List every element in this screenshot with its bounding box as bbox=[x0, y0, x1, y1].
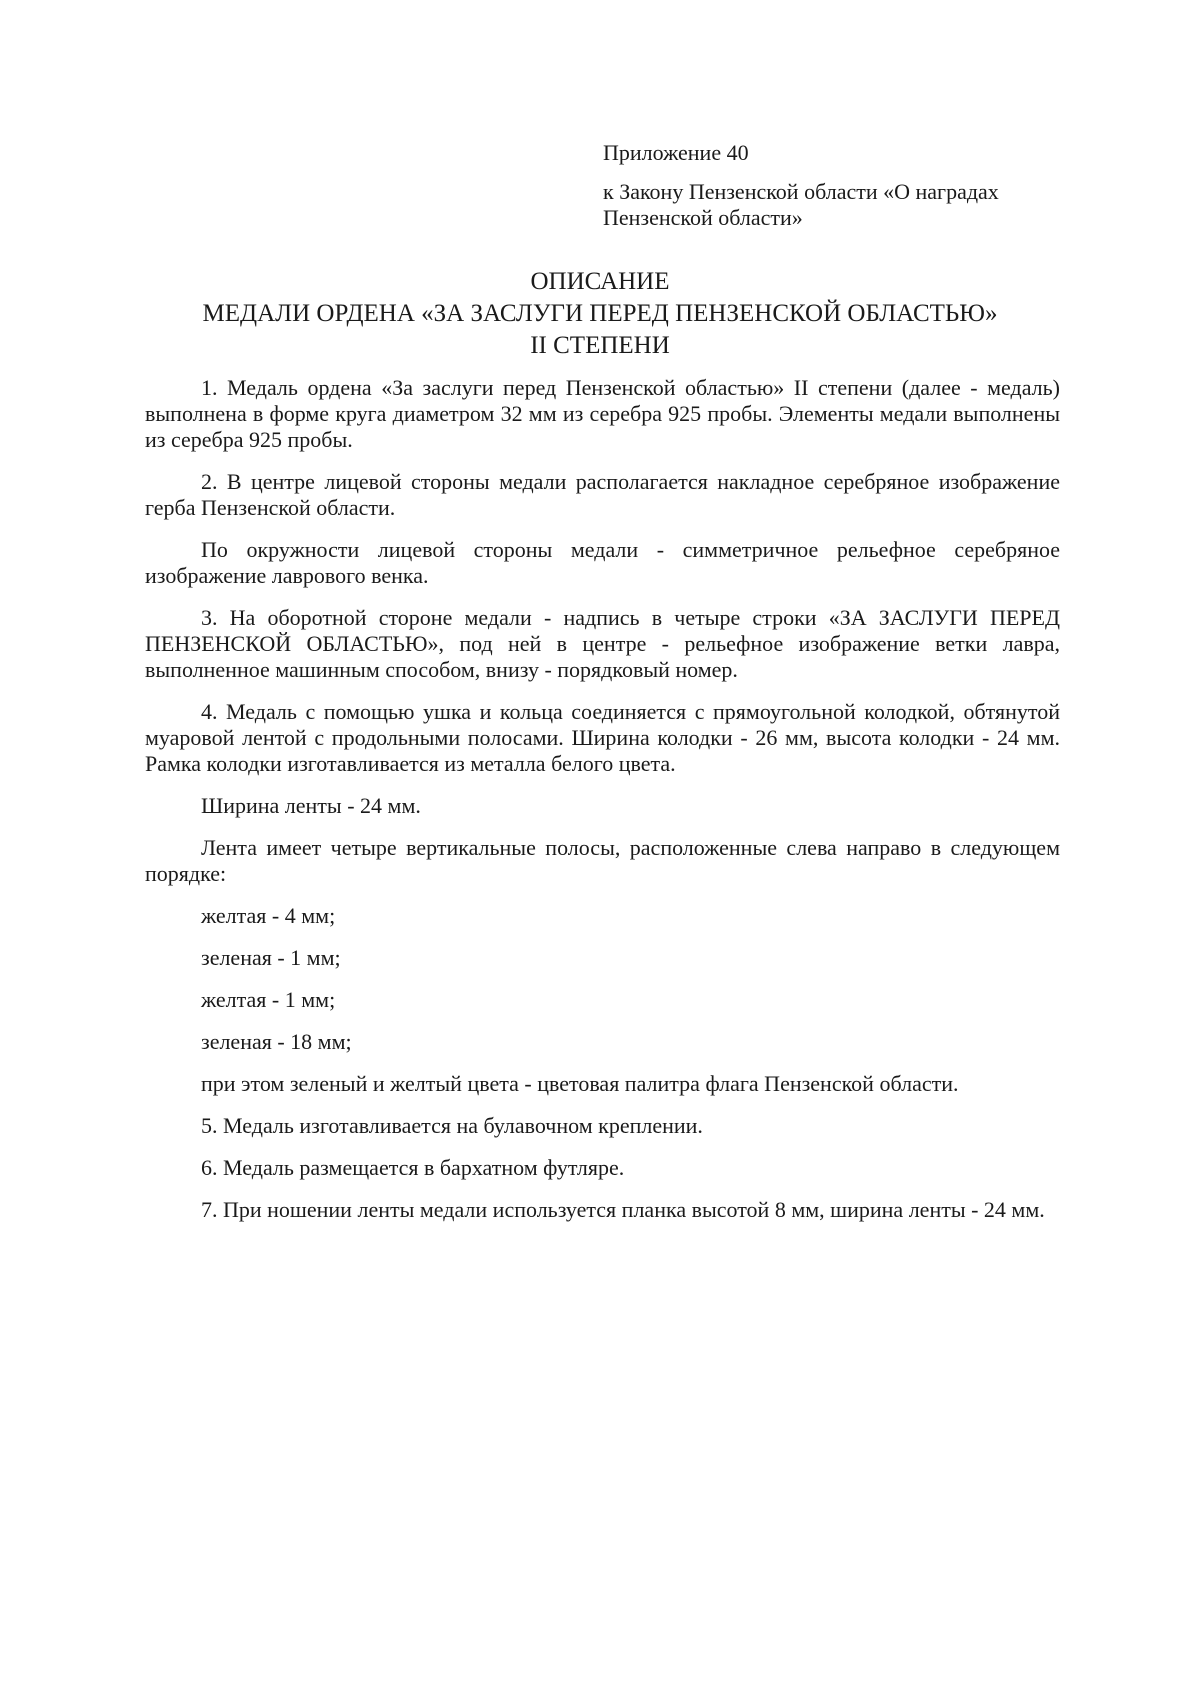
appendix-number: Приложение 40 bbox=[603, 140, 749, 165]
paragraph-1: 1. Медаль ордена «За заслуги перед Пензенской областью» II степени (далее - медаль) выполнена в форме круга диаметром 32 мм из серебра 925 пробы. Элементы медали выполнены из серебра 925 пробы. bbox=[145, 375, 1060, 452]
paragraph-6: 6. Медаль размещается в бархатном футляре. bbox=[201, 1155, 625, 1180]
stripe-item: зеленая - 18 мм; bbox=[201, 1029, 352, 1054]
appendix-header bbox=[603, 140, 1063, 231]
appendix-law-reference: к Закону Пензенской области «О наградах Пензенской области» bbox=[603, 179, 999, 230]
paragraph-7: 7. При ношении ленты медали используется планка высотой 8 мм, ширина ленты - 24 мм. bbox=[201, 1197, 1045, 1222]
ribbon-width: Ширина ленты - 24 мм. bbox=[201, 793, 421, 818]
paragraph-5: 5. Медаль изготавливается на булавочном креплении. bbox=[201, 1113, 703, 1138]
document-title bbox=[140, 266, 1060, 362]
paragraph-2: 2. В центре лицевой стороны медали располагается накладное серебряное изображение герба Пензенской области. bbox=[145, 469, 1060, 520]
stripe-item: зеленая - 1 мм; bbox=[201, 945, 341, 970]
title-line-2: МЕДАЛИ ОРДЕНА «ЗА ЗАСЛУГИ ПЕРЕД ПЕНЗЕНСКОЙ ОБЛАСТЬЮ» bbox=[202, 300, 998, 327]
title-line-1: ОПИСАНИЕ bbox=[530, 268, 670, 295]
color-palette-note: при этом зеленый и желтый цвета - цветовая палитра флага Пензенской области. bbox=[201, 1071, 959, 1096]
paragraph-4: 4. Медаль с помощью ушка и кольца соединяется с прямоугольной колодкой, обтянутой муаровой лентой с продольными полосами. Ширина колодки - 26 мм, высота колодки - 24 мм. Рамка колодки изготавливается из металла белого цвета. bbox=[145, 699, 1060, 776]
ribbon-stripes-intro: Лента имеет четыре вертикальные полосы, расположенные слева направо в следующем порядке: bbox=[145, 835, 1060, 886]
paragraph-3: 3. На оборотной стороне медали - надпись в четыре строки «ЗА ЗАСЛУГИ ПЕРЕД ПЕНЗЕНСКОЙ ОБЛАСТЬЮ», под ней в центре - рельефное изображение ветки лавра, выполненное машинным способом, внизу - порядковый номер. bbox=[145, 605, 1060, 682]
paragraph-2-continued: По окружности лицевой стороны медали - симметричное рельефное серебряное изображение лаврового венка. bbox=[145, 537, 1060, 588]
title-line-3: II СТЕПЕНИ bbox=[530, 332, 670, 359]
document-body bbox=[145, 375, 1060, 1239]
stripe-item: желтая - 1 мм; bbox=[201, 987, 336, 1012]
stripe-item: желтая - 4 мм; bbox=[201, 903, 336, 928]
